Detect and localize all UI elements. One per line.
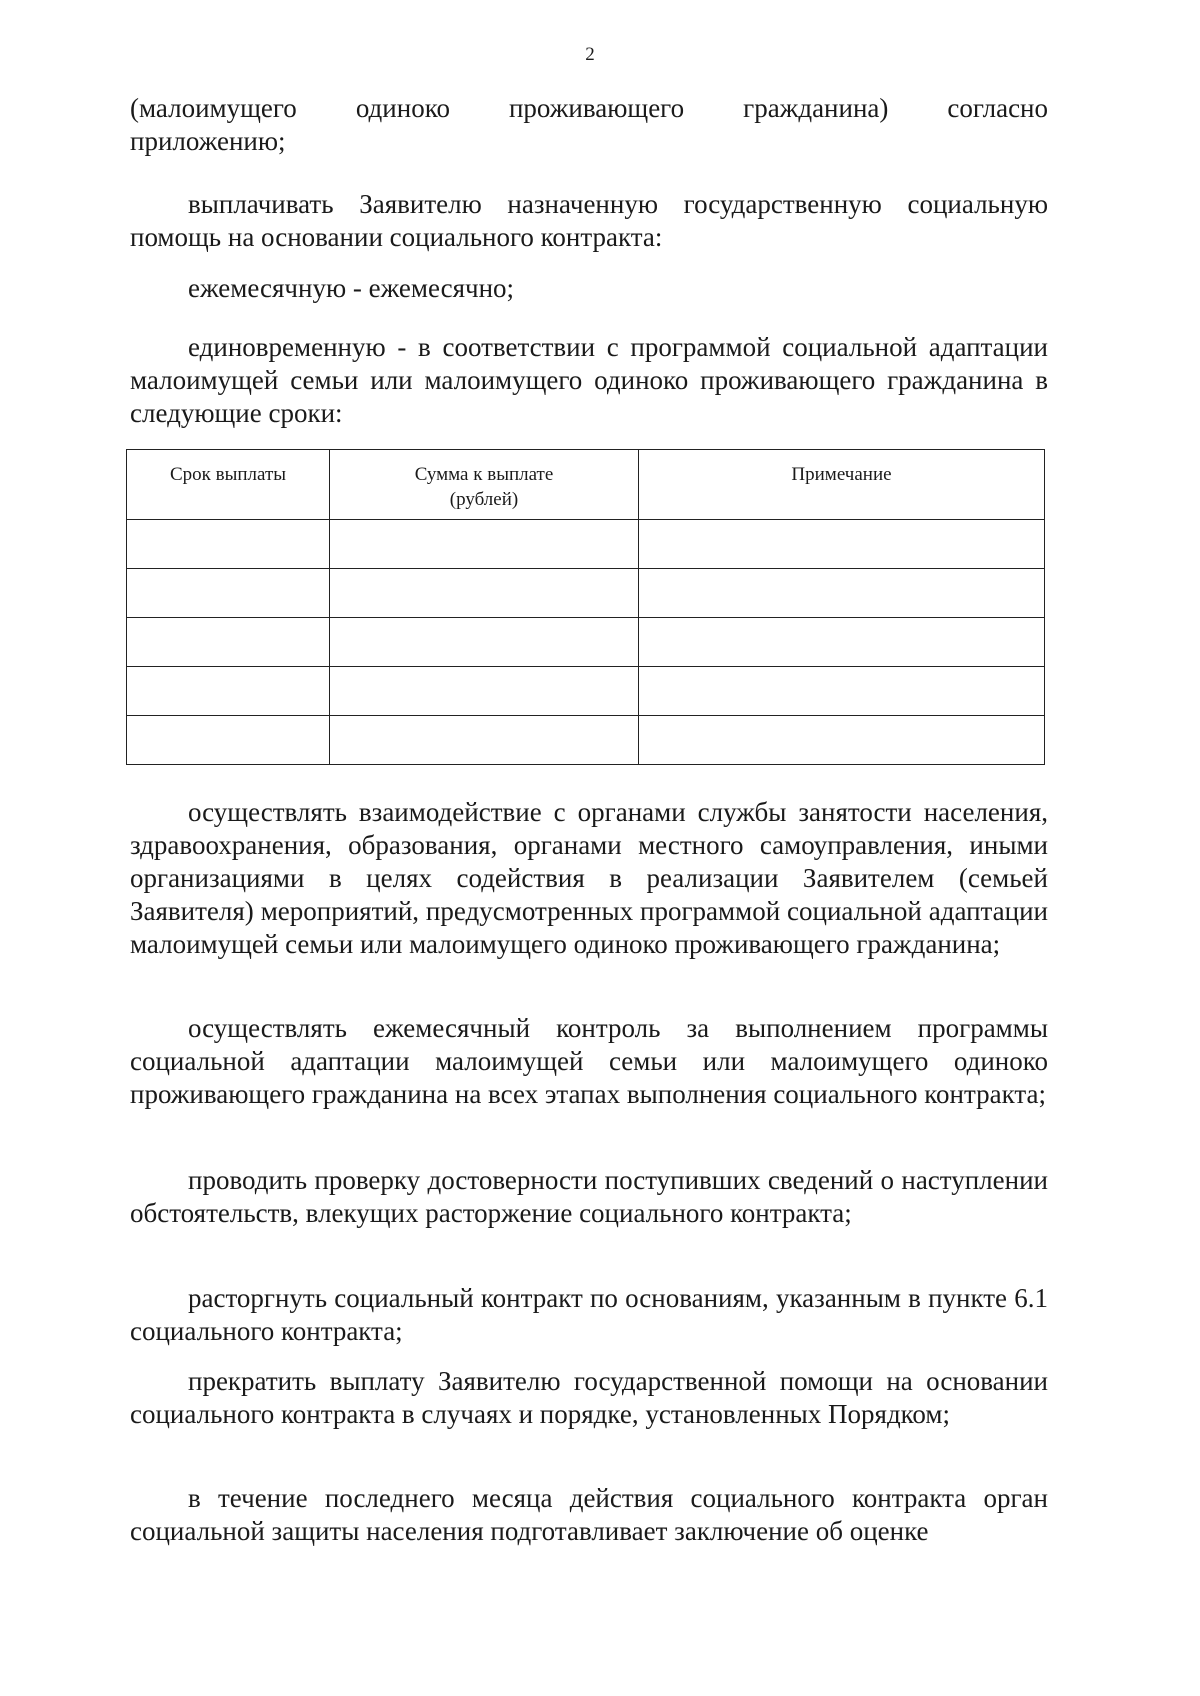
header-term: Срок выплаты bbox=[127, 450, 330, 520]
paragraph-continuation-end bbox=[130, 125, 1048, 158]
header-note: Примечание bbox=[639, 450, 1045, 520]
table-header-row bbox=[127, 450, 1045, 520]
header-amount-line1: Сумма к выплате bbox=[414, 464, 554, 485]
paragraph-stop-payment: прекратить выплату Заявителю государственной помощи на основании социального контракта в случаях и порядке, установленных Порядком; bbox=[130, 1366, 1048, 1429]
table-cell bbox=[330, 667, 639, 716]
table-cell bbox=[330, 618, 639, 667]
table-cell bbox=[330, 569, 639, 618]
table-cell bbox=[639, 667, 1045, 716]
paragraph-continuation-line1: (малоимущего одиноко проживающего гражданина) согласно bbox=[130, 93, 1048, 123]
table-row bbox=[127, 667, 1045, 716]
table-cell bbox=[127, 618, 330, 667]
paragraph-interaction: осуществлять взаимодействие с органами службы занятости населения, здравоохранения, образования, органами местного самоуправления, иными организациями в целях содействия в реализации Заявителем (семьей Заявителя) мероприятий, предусмотренных программой социальной адаптации малоимущей семьи или малоимущего одиноко проживающего гражданина; bbox=[130, 797, 1048, 959]
table-cell bbox=[330, 520, 639, 569]
table-cell bbox=[127, 667, 330, 716]
table-row bbox=[127, 569, 1045, 618]
table-row bbox=[127, 520, 1045, 569]
page-number: 2 bbox=[585, 44, 595, 65]
paragraph-monthly: ежемесячную - ежемесячно; bbox=[188, 273, 515, 303]
table-cell bbox=[639, 520, 1045, 569]
paragraph-pay-assistance: выплачивать Заявителю назначенную государственную социальную помощь на основании социального контракта: bbox=[130, 189, 1048, 252]
table-cell bbox=[127, 569, 330, 618]
table-cell bbox=[330, 716, 639, 765]
table-cell bbox=[639, 716, 1045, 765]
paragraph-monthly-control: осуществлять ежемесячный контроль за выполнением программы социальной адаптации малоимущей семьи или малоимущего одиноко проживающего гражданина на всех этапах выполнения социального контракта; bbox=[130, 1013, 1048, 1109]
paragraph-final-month: в течение последнего месяца действия социального контракта орган социальной защиты населения подготавливает заключение об оценке bbox=[130, 1483, 1048, 1546]
table-cell bbox=[639, 569, 1045, 618]
table-row bbox=[127, 716, 1045, 765]
header-amount-line2: (рублей) bbox=[449, 489, 519, 510]
table-cell bbox=[127, 520, 330, 569]
payments-table bbox=[126, 449, 1045, 765]
paragraph-continuation bbox=[130, 92, 1048, 125]
header-amount bbox=[330, 450, 639, 520]
paragraph-continuation-line2: приложению; bbox=[130, 126, 286, 156]
table-cell bbox=[127, 716, 330, 765]
table-cell bbox=[639, 618, 1045, 667]
paragraph-verification: проводить проверку достоверности поступивших сведений о наступлении обстоятельств, влекущих расторжение социального контракта; bbox=[130, 1165, 1048, 1228]
paragraph-lump-sum: единовременную - в соответствии с программой социальной адаптации малоимущей семьи или малоимущего одиноко проживающего гражданина в следующие сроки: bbox=[130, 332, 1048, 428]
paragraph-terminate-contract: расторгнуть социальный контракт по основаниям, указанным в пункте 6.1 социального контракта; bbox=[130, 1283, 1048, 1346]
table-row bbox=[127, 618, 1045, 667]
